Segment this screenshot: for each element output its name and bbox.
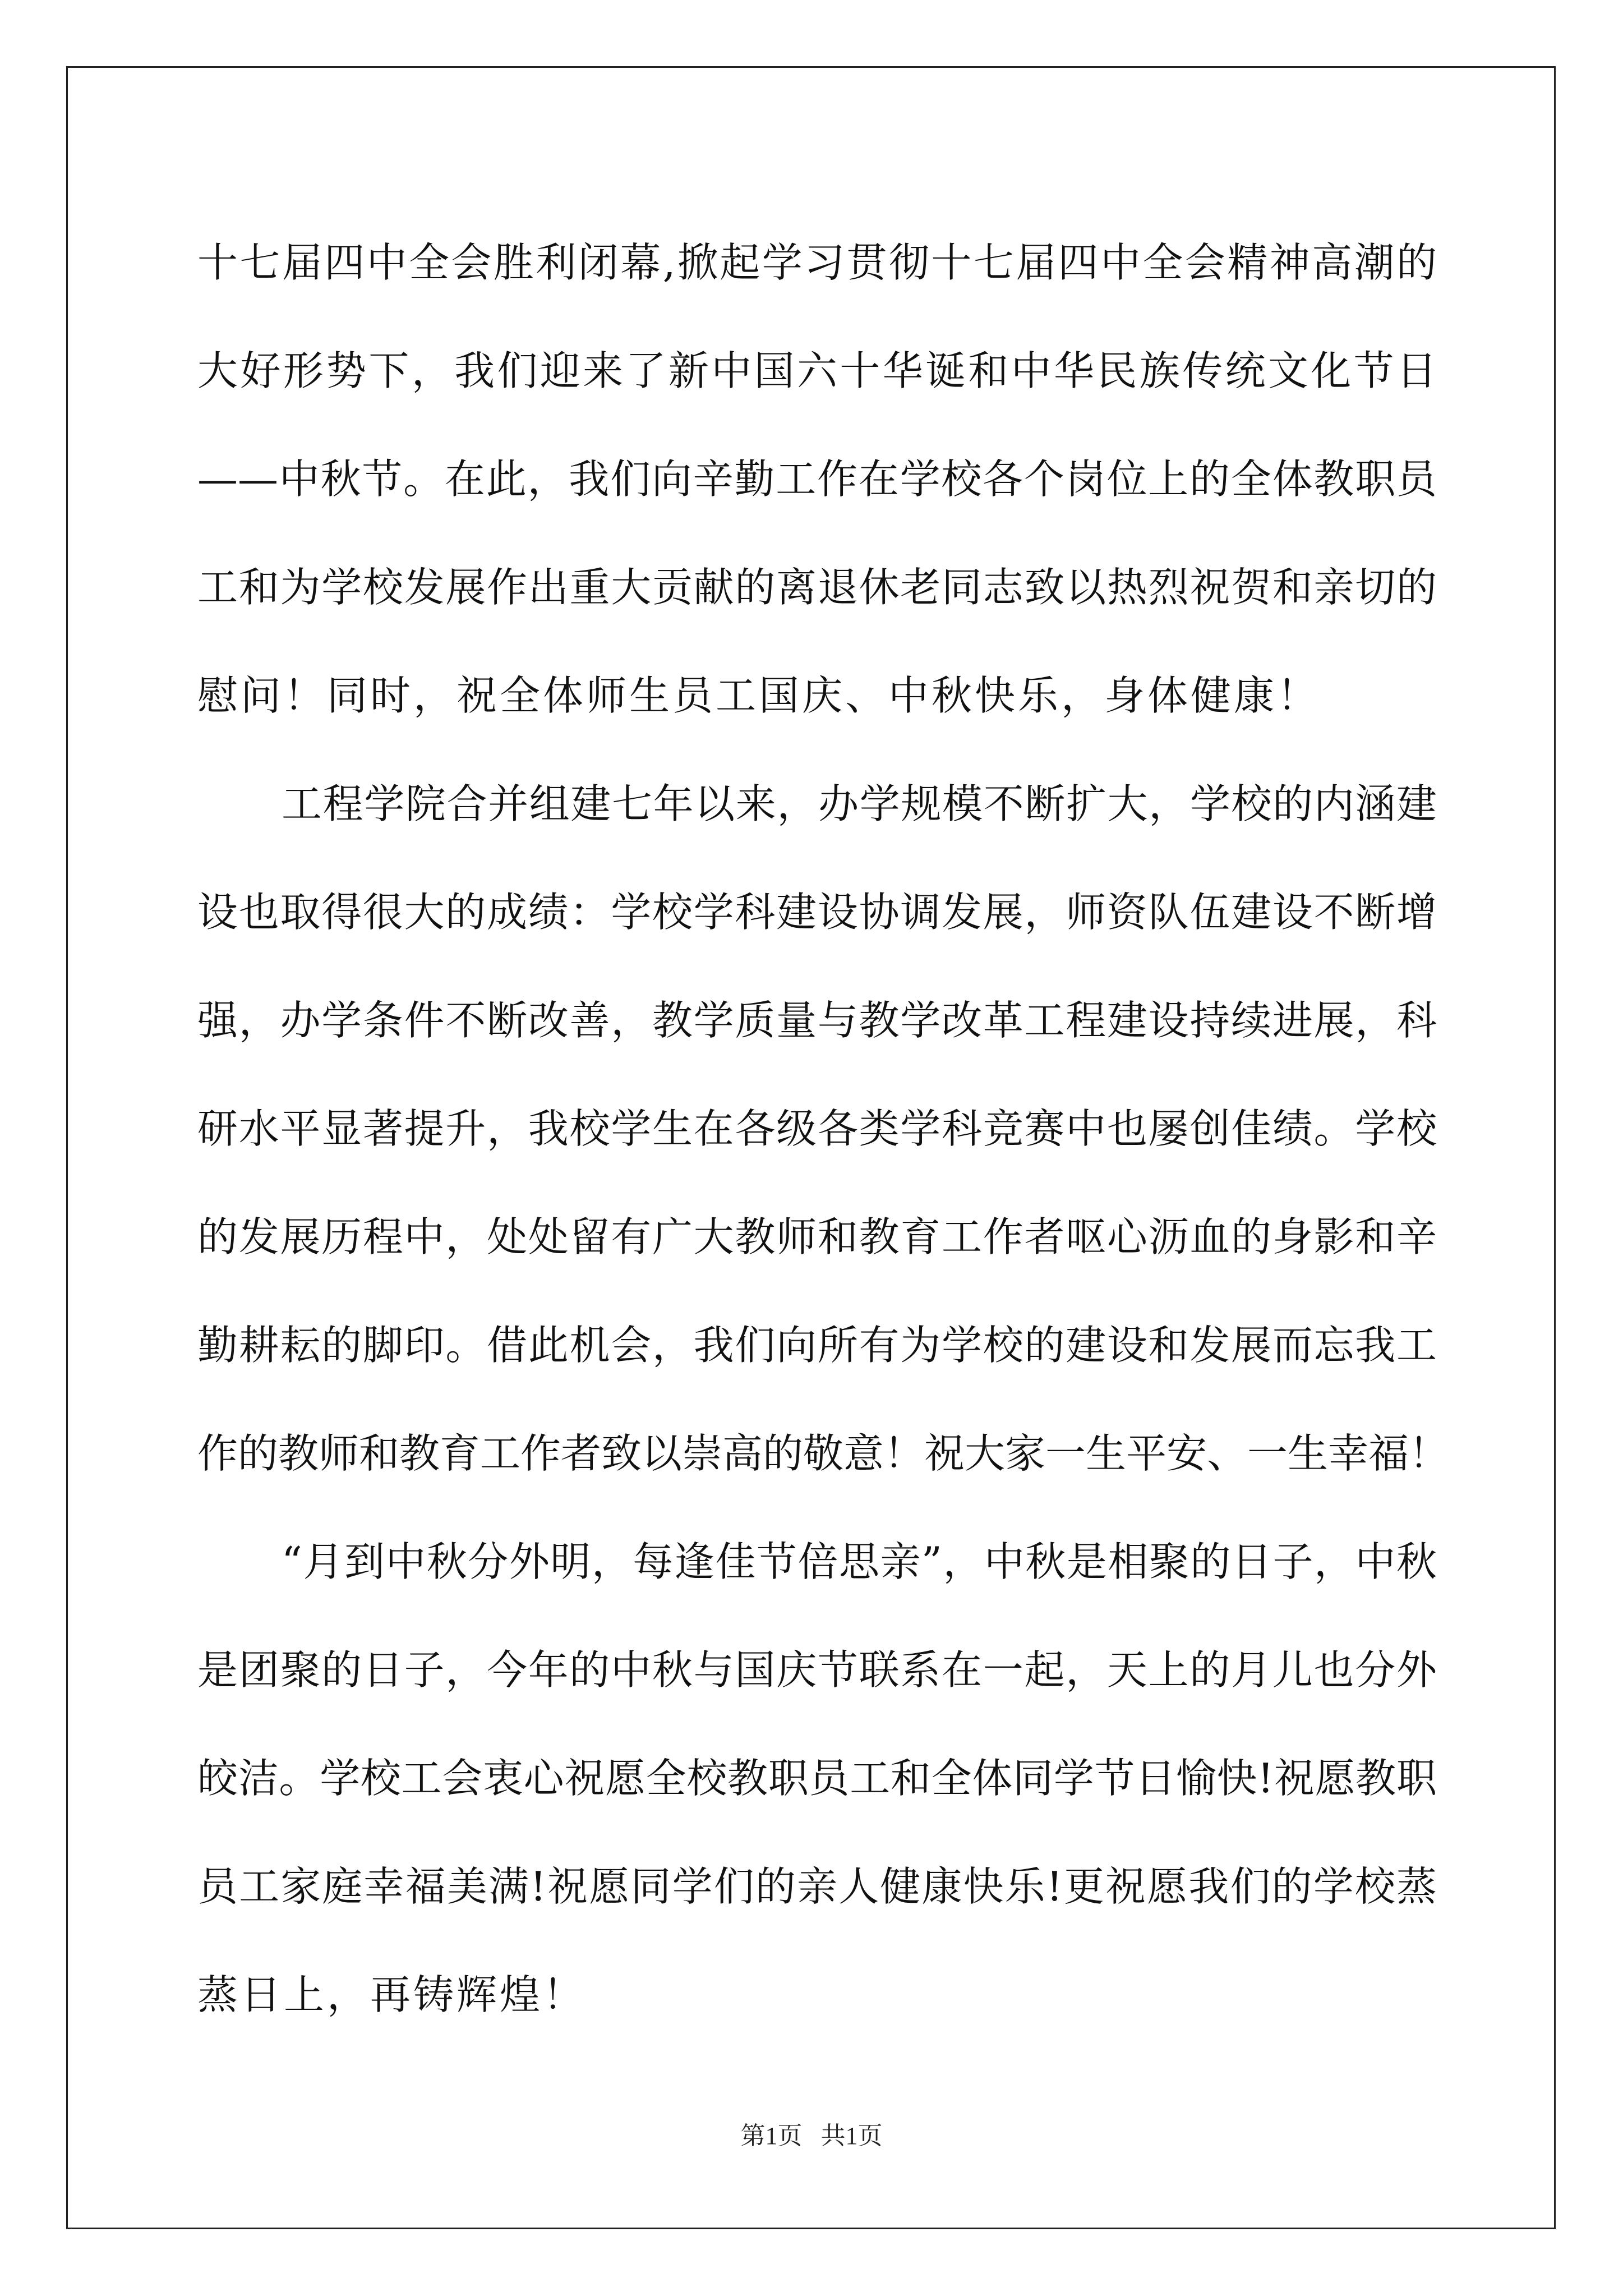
page-number-footer: 第1页 共1页: [740, 2122, 883, 2150]
paragraph-2-line-4: 研水平显著提升，我校学生在各级各类学科竞赛中也屡创佳绩。学校: [197, 1105, 1437, 1152]
paragraph-1-line-1: 十七届四中全会胜利闭幕,掀起学习贯彻十七届四中全会精神高潮的: [197, 239, 1437, 286]
paragraph-3-line-1: “月到中秋分外明，每逢佳节倍思亲”，中秋是相聚的日子，中秋: [282, 1538, 1437, 1585]
paragraph-2-line-7: 作的教师和教育工作者致以崇高的敬意！祝大家一生平安、一生幸福！: [197, 1430, 1450, 1477]
paragraph-3-line-2: 是团聚的日子，今年的中秋与国庆节联系在一起，天上的月儿也分外: [197, 1646, 1437, 1694]
paragraph-2-line-2: 设也取得很大的成绩：学校学科建设协调发展，师资队伍建设不断增: [197, 889, 1437, 936]
paragraph-3-line-4: 员工家庭幸福美满!祝愿同学们的亲人健康快乐!更祝愿我们的学校蒸: [197, 1863, 1437, 1910]
paragraph-1-line-3: ——中秋节。在此，我们向辛勤工作在学校各个岗位上的全体教职员: [197, 455, 1437, 503]
paragraph-1-line-5: 慰问！同时，祝全体师生员工国庆、中秋快乐，身体健康！: [197, 672, 1321, 719]
paragraph-1-line-4: 工和为学校发展作出重大贡献的离退休老同志致以热烈祝贺和亲切的: [197, 564, 1437, 611]
paragraph-3-line-5: 蒸日上，再铸辉煌！: [197, 1971, 587, 2018]
paragraph-2-line-3: 强，办学条件不断改善，教学质量与教学改革工程建设持续进展，科: [197, 997, 1437, 1044]
paragraph-1-line-2: 大好形势下，我们迎来了新中国六十华诞和中华民族传统文化节日: [197, 347, 1437, 394]
document-body: [197, 209, 1450, 2049]
paragraph-2-line-5: 的发展历程中，处处留有广大教师和教育工作者呕心沥血的身影和辛: [197, 1213, 1437, 1260]
paragraph-2-line-6: 勤耕耘的脚印。借此机会，我们向所有为学校的建设和发展而忘我工: [197, 1322, 1437, 1369]
paragraph-3-line-3: 皎洁。学校工会衷心祝愿全校教职员工和全体同学节日愉快!祝愿教职: [197, 1755, 1437, 1802]
paragraph-2-line-1: 工程学院合并组建七年以来，办学规模不断扩大，学校的内涵建: [282, 780, 1437, 827]
